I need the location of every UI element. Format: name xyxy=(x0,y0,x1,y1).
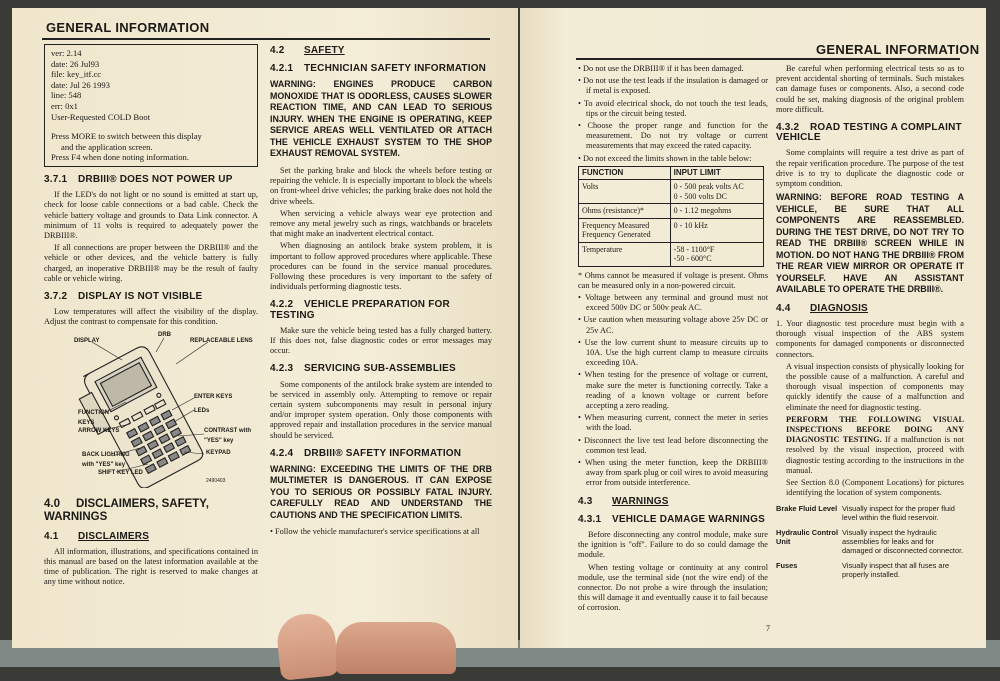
paragraph: If the LED's do not light or no sound is emitted at start up, check for loose cable connections or a bad cable. Check the vehicle battery voltage and grounds to Data Link connector. A minimum of 11 volts is required to adequately power the DRBIII®. xyxy=(44,190,258,240)
warning-multimeter: WARNING: EXCEEDING THE LIMITS OF THE DRB MULTIMETER IS DANGEROUS. IT CAN EXPOSE YOU TO SERIOUS OR POSSIBLY FATAL INJURY. CAREFULLY READ AND UNDERSTAND THE CAUTIONS AND THE SPECIFICATION LIMITS. xyxy=(270,463,492,520)
figure-label-replaceable-lens: REPLACEABLE LENS xyxy=(190,337,253,344)
table-header-row xyxy=(579,166,764,179)
paragraph: See Section 8.0 (Component Locations) for pictures identifying the location of system components. xyxy=(786,477,964,498)
section-4-2-2-heading: 4.2.2 VEHICLE PREPARATION FOR TESTING xyxy=(270,299,450,321)
paragraph: Before disconnecting any control module, make sure the ignition is "off". Failure to do so could damage the module. xyxy=(578,530,768,560)
section-4-4-heading: 4.4 DIAGNOSIS xyxy=(776,302,868,314)
section-4-3-heading: 4.3 WARNINGS xyxy=(578,495,669,507)
section-4-3-2-heading: 4.3.2 ROAD TESTING A COMPLAINT VEHICLE xyxy=(776,122,962,144)
paragraph: When diagnosing an antilock brake system problem, it is important to follow approved procedures where applicable. These procedures can be found in the service manual procedures. Following these procedures is very important to the safety of individuals performing diagnostic tests. xyxy=(270,241,492,292)
screen-line: date: 26 Jul93 xyxy=(51,58,100,69)
table-cell: 0 - 500 peak volts AC 0 - 500 volts DC xyxy=(670,180,763,204)
page-header-left: GENERAL INFORMATION xyxy=(46,20,210,35)
section-4-0-heading: 4.0 DISCLAIMERS, SAFETY, WARNINGS xyxy=(44,497,209,523)
right-column-2 xyxy=(776,64,964,585)
figure-label-back-lighting: BACK LIGHTING with "YES" key xyxy=(82,451,130,468)
bullet-item: • Choose the proper range and function for the measurement. Do not try voltage or current measurements that may exceed the rated capacity. xyxy=(578,121,768,151)
right-page xyxy=(520,8,986,648)
figure-label-shift-key: SHIFT KEY LED xyxy=(98,469,143,476)
table-cell: Frequency Measured Frequency Generated xyxy=(579,218,671,242)
warning-road-test: WARNING: BEFORE ROAD TESTING A VEHICLE, BE SURE THAT ALL COMPONENTS ARE REASSEMBLED. DURING THE TEST DRIVE, DO NOT TRY TO READ THE DRBIII® SCREEN WHILE IN MOTION. DO NOT HANG THE DRBIII® FROM THE REAR VIEW MIRROR OR OPERATE IT YOURSELF. HAVE AN ASSISTANT AVAILABLE TO OPERATE THE DRBIII®. xyxy=(776,192,964,295)
component-name: Fuses xyxy=(776,561,798,571)
screen-instruction: Press MORE to switch between this display xyxy=(51,131,202,142)
table-header: INPUT LIMIT xyxy=(670,166,763,179)
bullet-item: • When using the meter function, keep the DRBIII® away from spark plug or coil wires to avoid measuring error from outside interference. xyxy=(578,457,768,488)
paragraph: When servicing a vehicle always wear eye protection and remove any metal jewelry such as rings, watchbands or bracelets that might make an inadvertent electrical contact. xyxy=(270,208,492,239)
section-3-7-1-heading: 3.7.1 DRBIII® DOES NOT POWER UP xyxy=(44,173,233,185)
figure-code: 2490403 xyxy=(206,477,226,484)
table-row xyxy=(579,204,764,219)
section-4-3-1-heading: 4.3.1 VEHICLE DAMAGE WARNINGS xyxy=(578,513,765,525)
drb-tool-illustration xyxy=(44,330,258,488)
table-cell: Ohms (resistance)* xyxy=(579,204,671,219)
table-cell: Temperature xyxy=(579,242,671,266)
paragraph: Low temperatures will affect the visibility of the display. Adjust the contrast to compensate for this condition. xyxy=(44,307,258,327)
component-desc: Visually inspect the hydraulic assemblies for leaks and for damaged or disconnected connector. xyxy=(842,528,964,556)
table-cell: 0 - 10 kHz xyxy=(670,218,763,242)
ohms-note: * Ohms cannot be measured if voltage is present. Ohms can be measured only in a non-powered circuit. xyxy=(578,270,768,290)
left-column-1 xyxy=(44,44,258,590)
paragraph: Some complaints will require a test drive as part of the repair verification procedure. The purpose of the test drive is to try to duplicate the diagnostic code or symptom condition. xyxy=(776,148,964,189)
bullet-item: • Do not use the DRBIII® if it has been damaged. xyxy=(578,64,744,73)
paragraph: A visual inspection consists of physically looking for the possible cause of a malfunction. A careful and thorough visual inspection of components may quickly identify the cause of a malfunction and eliminate the need for diagnostic testing. xyxy=(786,361,964,412)
bullet-item: • When measuring current, connect the meter in series with the load. xyxy=(578,413,768,433)
warning-carbon-monoxide: WARNING: ENGINES PRODUCE CARBON MONOXIDE THAT IS ODORLESS, CAUSES SLOWER REACTION TIME, AND CAN LEAD TO SERIOUS INJURY. WHEN THE ENGINE IS OPERATING, KEEP SERVICE AREAS WELL VENTILATED OR ATTACH THE VEHICLE EXHAUST SYSTEM TO THE SHOP EXHAUST REMOVAL SYSTEM. xyxy=(270,79,492,159)
paragraph: Set the parking brake and block the wheels before testing or repairing the vehicle. It is especially important to block the wheels on front-wheel drive vehicles; the parking brake does not hold the drive wheels. xyxy=(270,165,492,206)
component-row xyxy=(776,561,964,579)
page-number-right: 7 xyxy=(766,624,770,633)
paragraph: If all connections are proper between the DRBIII® and the vehicle or other devices, and the vehicle battery is fully charged, an inoperative DRBIII® may be the result of faulty cable or vehicle wiring. xyxy=(44,243,258,283)
section-4-1-heading: 4.1 DISCLAIMERS xyxy=(44,530,150,542)
paragraph: PERFORM THE FOLLOWING VISUAL INSPECTIONS BEFORE DOING ANY DIAGNOSTIC TESTING. If a malfunction is not resolved by the visual inspection, proceed with diagnostic testing according to the instructions in the manual. xyxy=(786,414,964,475)
page-header-right: GENERAL INFORMATION xyxy=(816,42,980,57)
component-desc: Visually inspect that all fuses are properly installed. xyxy=(842,561,950,580)
paragraph: All information, illustrations, and specifications contained in this manual are based on the latest information available at the time of publication. The right is reserved to make changes at any time without notice. xyxy=(44,546,258,587)
bullet-item: • Use the low current shunt to measure circuits up to 10A. Use the high current clamp to measure circuits exceeding 10A. xyxy=(578,337,768,368)
drb-figure xyxy=(44,330,258,488)
figure-label-leds: LEDs xyxy=(194,407,210,414)
screen-instruction: and the application screen. xyxy=(61,141,153,152)
screen-line: User-Requested COLD Boot xyxy=(51,111,151,122)
screen-instruction: Press F4 when done noting information. xyxy=(51,152,189,163)
section-3-7-2-heading: 3.7.2 DISPLAY IS NOT VISIBLE xyxy=(44,290,203,302)
section-4-2-3-heading: 4.2.3 SERVICING SUB-ASSEMBLIES xyxy=(270,363,456,375)
figure-label-function-keys: FUNCTION KEYS xyxy=(78,409,109,426)
bullet-item: • Do not exceed the limits shown in the table below: xyxy=(578,153,752,163)
figure-label-contrast: CONTRAST with "YES" key xyxy=(204,427,251,444)
header-rule xyxy=(42,38,490,40)
figure-label-keypad: KEYPAD xyxy=(206,449,231,456)
bullet-item: • Follow the vehicle manufacturer's service specifications at all xyxy=(270,527,480,537)
bullet-item: • To avoid electrical shock, do not touch the test leads, tips or the circuit being tested. xyxy=(578,98,768,118)
table-cell: 0 - 1.12 megohms xyxy=(670,204,763,219)
paragraph: Be careful when performing electrical tests so as to prevent accidental shorting of terminals. Such mistakes can damage fuses or components. Also, a second code could be set, making diagnosis of the original problem more difficult. xyxy=(776,64,964,114)
section-4-2-1-heading: 4.2.1 TECHNICIAN SAFETY INFORMATION xyxy=(270,63,487,75)
input-limits-table xyxy=(578,166,764,267)
screen-line: ver: 2.14 xyxy=(51,48,82,58)
right-column-1 xyxy=(578,64,768,616)
component-row xyxy=(776,528,964,555)
table-row xyxy=(579,218,764,242)
bullet-item: • Disconnect the live test lead before disconnecting the common test lead. xyxy=(578,435,768,455)
table-row xyxy=(579,242,764,266)
bullet-item: • When testing for the presence of voltage or current, make sure the meter is functioning correctly. Take a reading of a known voltage or current before accepting a zero reading. xyxy=(578,370,769,410)
paragraph: Make sure the vehicle being tested has a fully charged battery. If this does not, false diagnostic codes or error messages may occur. xyxy=(270,325,492,356)
section-4-2-4-heading: 4.2.4 DRBIII® SAFETY INFORMATION xyxy=(270,447,462,459)
screen-line: file: key_itf.cc xyxy=(51,69,102,80)
screen-line: err: 0x1 xyxy=(51,100,78,111)
figure-label-arrow-keys: ARROW KEYS xyxy=(78,427,120,434)
header-rule xyxy=(576,58,960,60)
drb-screen-box xyxy=(44,44,258,167)
left-page xyxy=(12,8,518,648)
component-desc: Visually inspect for the proper fluid level within the fluid reservoir. xyxy=(842,504,955,523)
screen-line: date: Jul 26 1993 xyxy=(51,79,110,90)
paragraph: When testing voltage or continuity at any control module, use the terminal side (not the wire end) of the connector. Do not probe a wire through the insulation; this will damage it and eventually cause it to fail because of corrosion. xyxy=(578,562,768,613)
left-column-2 xyxy=(270,44,492,540)
figure-label-drb: DRB xyxy=(158,331,171,338)
component-name: Hydraulic Control Unit xyxy=(776,528,839,547)
component-name: Brake Fluid Level xyxy=(776,504,838,514)
diagnosis-item-1: 1. Your diagnostic test procedure must begin with a thorough visual inspection of the ABS system components for damaged components or disconnected connectors. xyxy=(776,318,964,359)
figure-label-display: DISPLAY xyxy=(74,337,100,344)
table-cell: Volts xyxy=(579,180,671,204)
paragraph: Some components of the antilock brake system are intended to be serviced in assembly only. Attempting to remove or repair certain system subcomponents may result in personal injury and/or improper system operation. Only those components with approved repair and installation procedures in the service manual should be serviced. xyxy=(270,379,492,440)
bullet-item: • Use caution when measuring voltage above 25v DC or 25v AC. xyxy=(578,315,768,335)
figure-label-enter-keys: ENTER KEYS xyxy=(194,393,233,400)
component-row xyxy=(776,504,964,522)
screen-line: line: 548 xyxy=(51,90,82,101)
bullet-item: • Do not use the test leads if the insulation is damaged or if metal is exposed. xyxy=(578,76,768,96)
table-cell: -58 - 1100°F -50 - 600°C xyxy=(670,242,763,266)
table-header: FUNCTION xyxy=(579,166,671,179)
section-4-2-heading: 4.2 SAFETY xyxy=(270,45,345,56)
hand-fingers xyxy=(336,622,456,674)
bullet-item: • Voltage between any terminal and ground must not exceed 500v DC or 500v peak AC. xyxy=(578,292,769,313)
table-row xyxy=(579,180,764,204)
